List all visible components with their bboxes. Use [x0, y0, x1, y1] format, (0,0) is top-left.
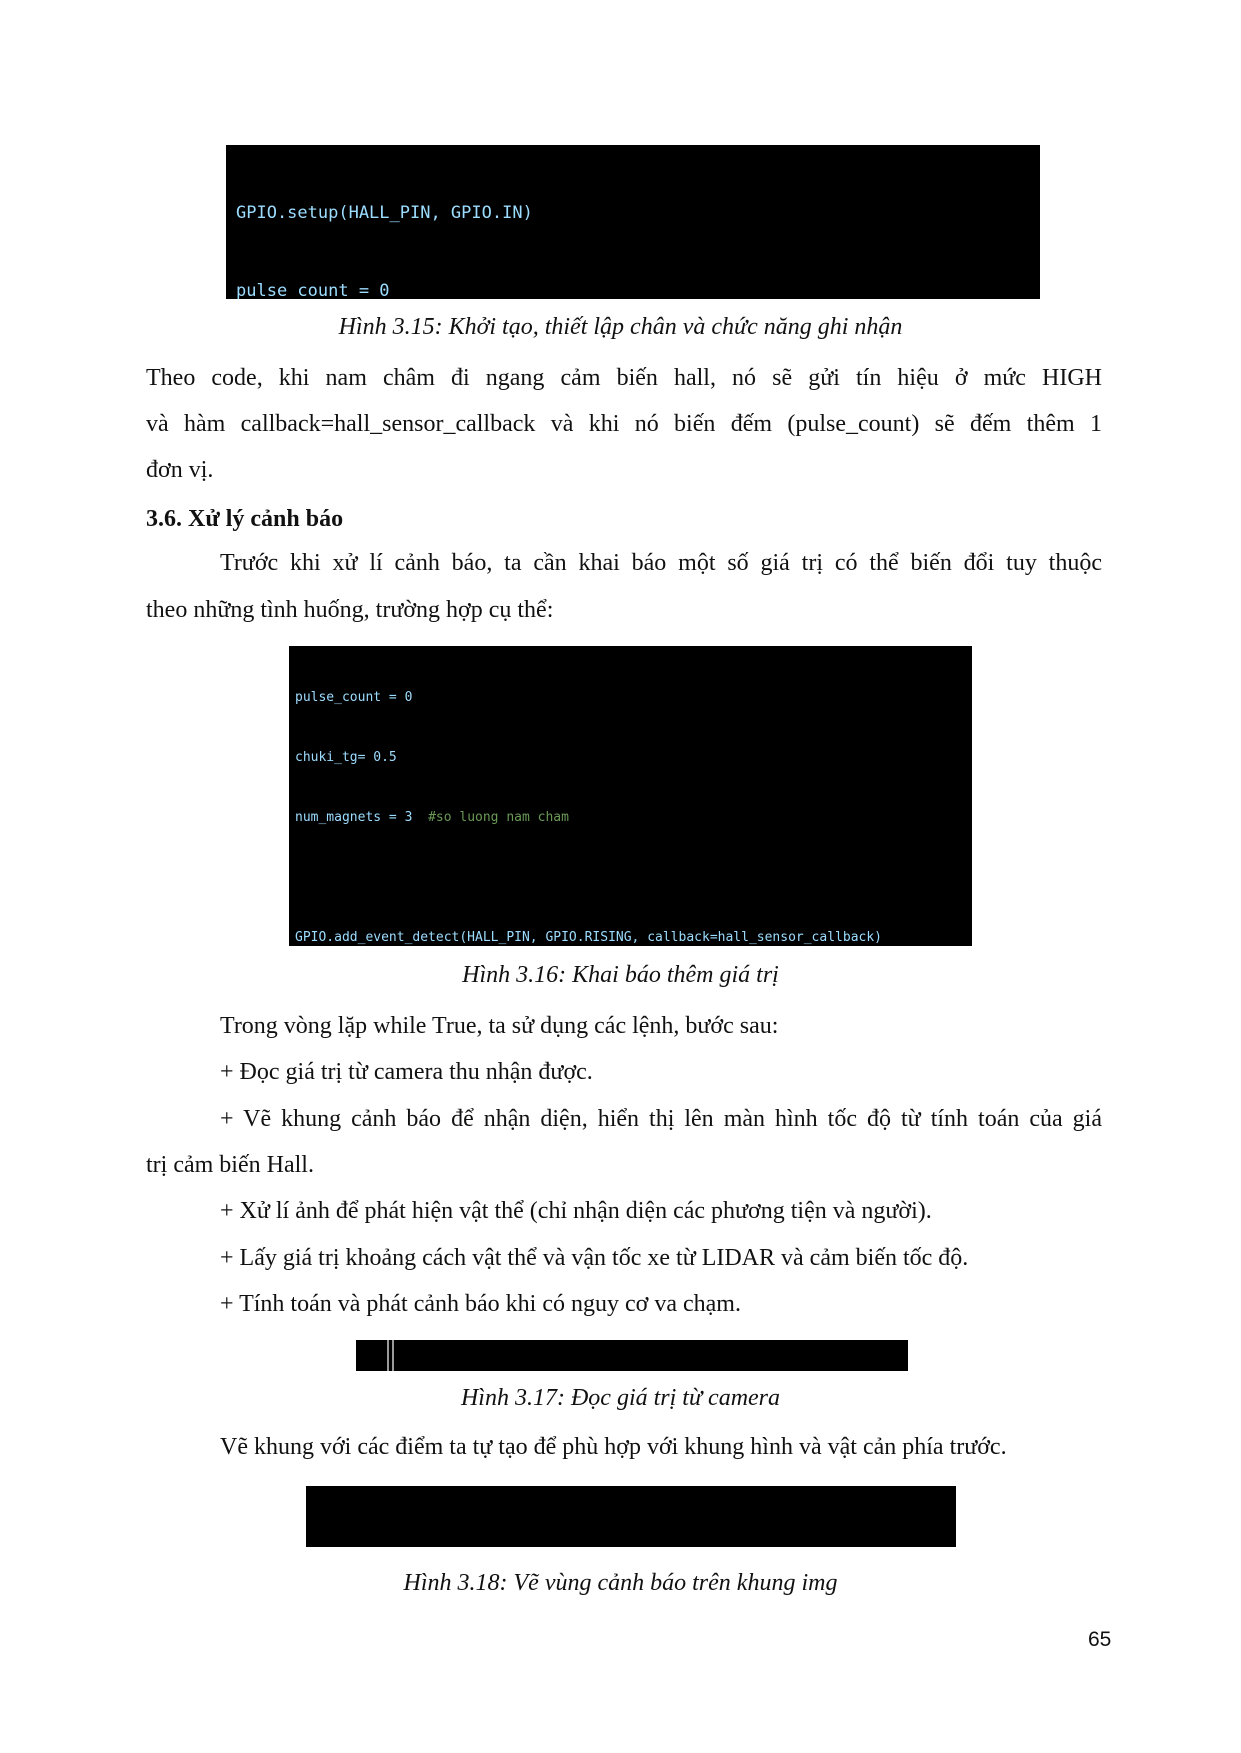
- page-number: 65: [1088, 1628, 1112, 1651]
- figure-caption: Hình 3.18: Vẽ vùng cảnh báo trên khung img: [403, 1570, 838, 1596]
- paragraph-line: Trong vòng lặp while True, ta sử dụng các lệnh, bước sau:: [220, 1013, 779, 1039]
- figure-caption: Hình 3.15: Khởi tạo, thiết lập chân và chức năng ghi nhận: [338, 314, 903, 340]
- code-line-blank: [295, 868, 972, 888]
- bullet-item: + Lấy giá trị khoảng cách vật thể và vận tốc xe từ LIDAR và cảm biến tốc độ.: [220, 1245, 969, 1271]
- paragraph-line: và hàm callback=hall_sensor_callback và khi nó biến đếm (pulse_count) sẽ đếm thêm 1: [146, 411, 1102, 437]
- code-line: [320, 1545, 956, 1547]
- paragraph-line: Vẽ khung với các điểm ta tự tạo để phù hợp với khung hình và vật cản phía trước.: [220, 1434, 1007, 1460]
- bullet-item-continuation: trị cảm biến Hall.: [146, 1152, 314, 1178]
- paragraph-line: theo những tình huống, trường hợp cụ thể:: [146, 597, 554, 623]
- code-block-warning-zone: [306, 1486, 956, 1547]
- code-block-gpio-setup: [226, 145, 1040, 299]
- bullet-item: + Xử lí ảnh để phát hiện vật thể (chỉ nhận diện các phương tiện và người).: [220, 1198, 932, 1224]
- code-block-camera-read: [356, 1340, 908, 1371]
- indent-guide: [392, 1340, 394, 1371]
- code-line: [295, 808, 972, 828]
- figure-caption: Hình 3.16: Khai báo thêm giá trị: [462, 962, 779, 988]
- paragraph-line: Trước khi xử lí cảnh báo, ta cần khai báo một số giá trị có thể biến đổi tuy thuộc: [220, 550, 1102, 576]
- figure-caption: Hình 3.17: Đọc giá trị từ camera: [460, 1385, 781, 1411]
- code-comment: #so luong nam cham: [428, 810, 569, 825]
- code-line: pulse_count = 0: [295, 690, 413, 705]
- indent-guide: [387, 1340, 389, 1371]
- code-line: GPIO.add_event_detect(HALL_PIN, GPIO.RISING, callback=hall_sensor_callback): [295, 930, 882, 945]
- bullet-item: + Đọc giá trị từ camera thu nhận được.: [220, 1059, 593, 1085]
- code-line: pulse_count = 0: [236, 281, 390, 299]
- bullet-item: + Tính toán và phát cảnh báo khi có nguy cơ va chạm.: [220, 1291, 741, 1317]
- paragraph-line: Theo code, khi nam châm đi ngang cảm biến hall, nó sẽ gửi tín hiệu ở mức HIGH: [146, 365, 1102, 391]
- code-line: chuki_tg= 0.5: [295, 750, 397, 765]
- paragraph-line: đơn vị.: [146, 457, 214, 483]
- code-text: num_magnets = 3: [295, 810, 429, 825]
- code-line: GPIO.setup(HALL_PIN, GPIO.IN): [236, 203, 533, 223]
- section-heading: 3.6. Xử lý cảnh báo: [146, 506, 344, 532]
- code-block-declarations: [289, 646, 972, 946]
- bullet-item: + Vẽ khung cảnh báo để nhận diện, hiển thị lên màn hình tốc độ từ tính toán của giá: [220, 1106, 1102, 1132]
